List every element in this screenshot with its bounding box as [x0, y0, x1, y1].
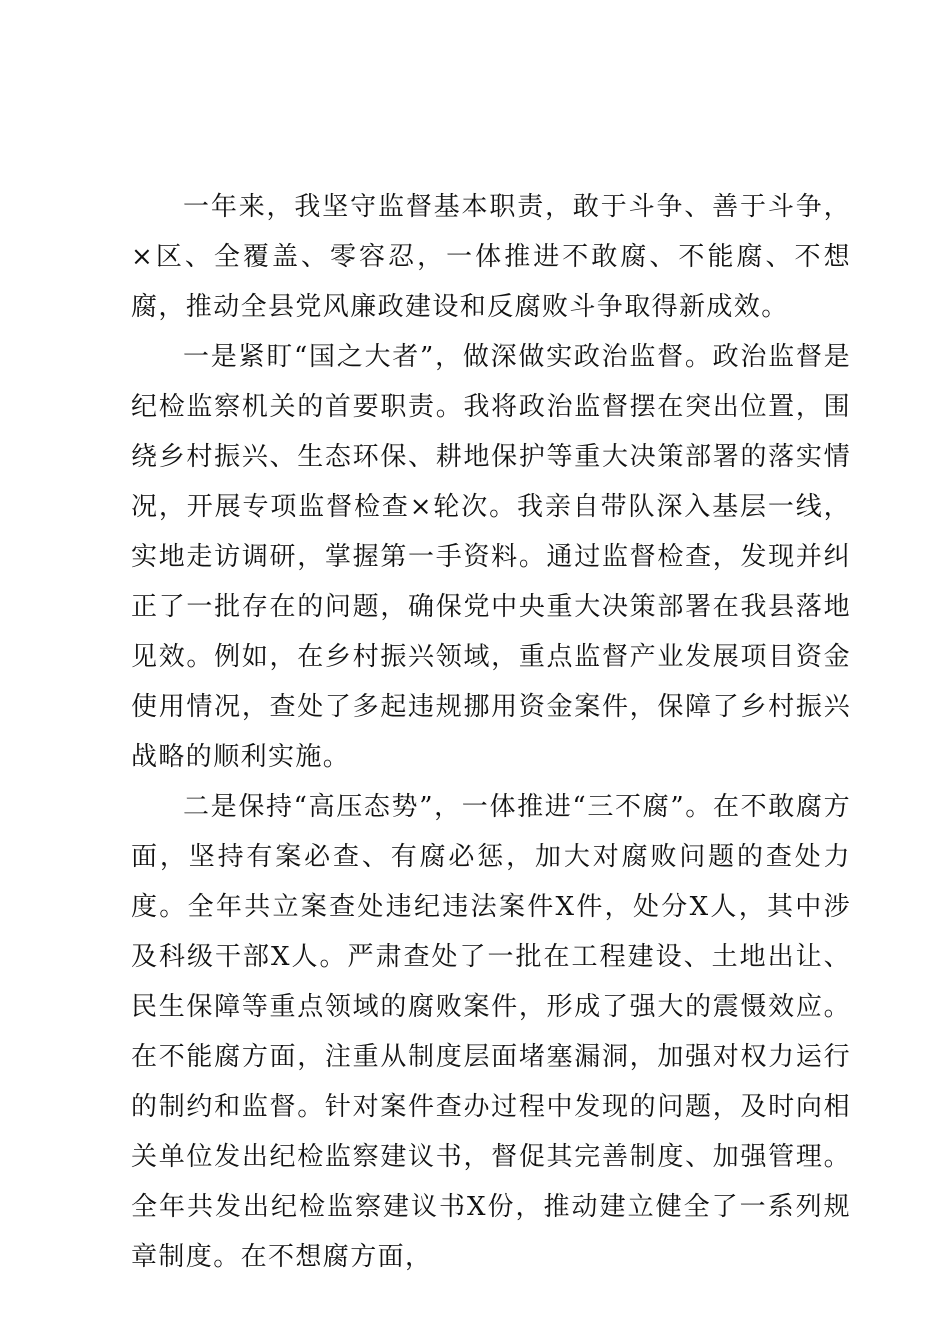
paragraph-intro: 一年来，我坚守监督基本职责，敢于斗争、善于斗争，×区、全覆盖、零容忍，一体推进不敢腐、不能腐、不想腐，推动全县党风廉政建设和反腐败斗争取得新成效。 [131, 192, 851, 322]
document-body [131, 182, 851, 1282]
paragraph-three-no-corruption: 二是保持“高压态势”，一体推进“三不腐”。在不敢腐方面，坚持有案必查、有腐必惩，加大对腐败问题的查处力度。全年共立案查处违纪违法案件X件，处分X人，其中涉及科级干部X人。严肃查处了一批在工程建设、土地出让、民生保障等重点领域的腐败案件，形成了强大的震慑效应。在不能腐方面，注重从制度层面堵塞漏洞，加强对权力运行的制约和监督。针对案件查办过程中发现的问题，及时向相关单位发出纪检监察建议书，督促其完善制度、加强管理。全年共发出纪检监察建议书X份，推动建立健全了一系列规章制度。在不想腐方面， [131, 792, 851, 1272]
paragraph-political-supervision: 一是紧盯“国之大者”，做深做实政治监督。政治监督是纪检监察机关的首要职责。我将政治监督摆在突出位置，围绕乡村振兴、生态环保、耕地保护等重大决策部署的落实情况，开展专项监督检查×轮次。我亲自带队深入基层一线，实地走访调研，掌握第一手资料。通过监督检查，发现并纠正了一批存在的问题，确保党中央重大决策部署在我县落地见效。例如，在乡村振兴领域，重点监督产业发展项目资金使用情况，查处了多起违规挪用资金案件，保障了乡村振兴战略的顺利实施。 [131, 342, 851, 772]
